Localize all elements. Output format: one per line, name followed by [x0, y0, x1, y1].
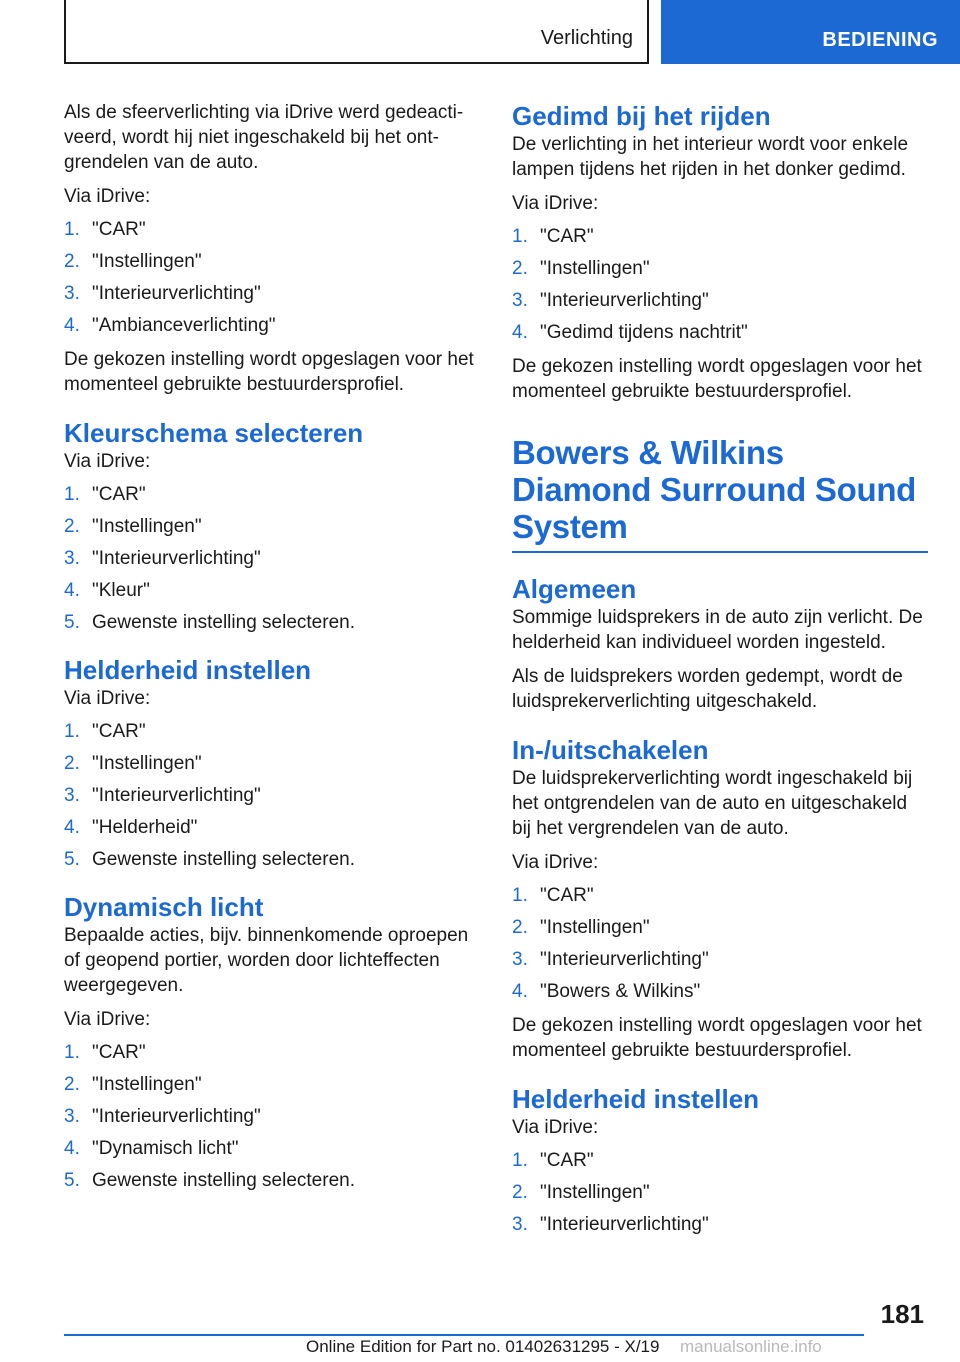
chapter-title: BEDIENING	[822, 29, 938, 51]
step-number: 5.	[64, 1170, 80, 1191]
step-text: Gewenste instelling selecteren.	[92, 849, 355, 870]
step-number: 2.	[64, 753, 80, 774]
heading-kleurschema: Kleurschema selecteren	[64, 418, 364, 448]
ambiance-steps	[64, 219, 480, 337]
via-idrive-label: Via iDrive:	[64, 186, 151, 207]
list-item	[512, 258, 928, 280]
step-number: 4.	[512, 322, 528, 343]
algemeen-text-1: Sommige luidsprekers in de auto zijn verlicht. De helderheid kan individueel worden ingesteld.	[512, 607, 923, 653]
intro-text: Als de sfeerverlichting via iDrive werd gedeacti-veerd, wordt hij niet ingeschakeld bij het ont-grendelen van de auto.	[64, 102, 464, 173]
step-number: 1.	[64, 1042, 80, 1063]
saved-note: De gekozen instelling wordt opgeslagen voor het momenteel gebruikte bestuurdersprofiel.	[512, 1015, 922, 1061]
step-text: "Helderheid"	[92, 817, 198, 838]
step-text: "Instellingen"	[92, 1074, 202, 1095]
step-text: "Instellingen"	[92, 753, 202, 774]
heading-algemeen: Algemeen	[512, 574, 637, 604]
via-idrive-label: Via iDrive:	[512, 1117, 599, 1138]
gedimd-steps	[512, 226, 928, 344]
step-text: "Interieurverlichting"	[92, 1106, 261, 1127]
list-item	[64, 1170, 480, 1192]
chapter-tab	[661, 0, 960, 64]
step-text: "Instellingen"	[540, 1182, 650, 1203]
step-number: 4.	[64, 315, 80, 336]
step-number: 5.	[64, 849, 80, 870]
list-item	[64, 612, 480, 634]
step-number: 2.	[64, 1074, 80, 1095]
helderheid-steps	[64, 721, 480, 871]
step-number: 5.	[64, 612, 80, 633]
step-text: "Interieurverlichting"	[540, 1214, 709, 1235]
step-number: 4.	[64, 817, 80, 838]
step-text: "Kleur"	[92, 580, 150, 601]
step-text: "CAR"	[92, 219, 146, 240]
step-number: 1.	[512, 1150, 528, 1171]
list-item	[512, 226, 928, 248]
step-number: 2.	[512, 1182, 528, 1203]
inuit-text: De luidsprekerverlichting wordt ingeschakeld bij het ontgrendelen van de auto en uitgeschakeld bij het vergrendelen van de auto.	[512, 768, 913, 839]
step-text: "Instellingen"	[92, 516, 202, 537]
saved-note: De gekozen instelling wordt opgeslagen voor het momenteel gebruikte bestuurdersprofiel.	[64, 349, 474, 395]
step-text: Gewenste instelling selecteren.	[92, 1170, 355, 1191]
gedimd-text: De verlichting in het interieur wordt voor enkele lampen tijdens het rijden in het donker gedimd.	[512, 134, 909, 180]
section-title: Verlichting	[540, 27, 633, 49]
step-text: Gewenste instelling selecteren.	[92, 612, 355, 633]
list-item	[64, 721, 480, 743]
list-item	[64, 817, 480, 839]
step-number: 3.	[64, 548, 80, 569]
step-text: "CAR"	[540, 226, 594, 247]
list-item	[512, 949, 928, 971]
list-item	[64, 283, 480, 305]
list-item	[512, 290, 928, 312]
list-item	[64, 1106, 480, 1128]
step-text: "CAR"	[540, 1150, 594, 1171]
step-number: 4.	[512, 981, 528, 1002]
step-number: 1.	[64, 484, 80, 505]
list-item	[64, 315, 480, 337]
step-text: "Bowers & Wilkins"	[540, 981, 701, 1002]
step-text: "Ambianceverlichting"	[92, 315, 276, 336]
list-item	[512, 917, 928, 939]
step-number: 1.	[512, 885, 528, 906]
step-text: "Interieurverlichting"	[540, 949, 709, 970]
step-number: 3.	[64, 785, 80, 806]
list-item	[64, 753, 480, 775]
step-text: "CAR"	[92, 1042, 146, 1063]
step-number: 1.	[64, 219, 80, 240]
list-item	[64, 1042, 480, 1064]
list-item	[512, 1150, 928, 1172]
heading-in-uitschakelen: In-/uitschakelen	[512, 735, 709, 765]
heading-helderheid-speakers: Helderheid instellen	[512, 1084, 760, 1114]
list-item	[512, 1214, 928, 1236]
heading-bowers-wilkins: Bowers & Wilkins Diamond Surround Sound System	[512, 434, 928, 553]
step-text: "Dynamisch licht"	[92, 1138, 239, 1159]
page-header	[0, 0, 960, 66]
step-number: 2.	[64, 516, 80, 537]
kleur-steps	[64, 484, 480, 634]
list-item	[64, 1074, 480, 1096]
step-text: "CAR"	[540, 885, 594, 906]
step-number: 4.	[64, 1138, 80, 1159]
inuit-steps	[512, 885, 928, 1003]
via-idrive-label: Via iDrive:	[64, 451, 151, 472]
step-number: 3.	[512, 290, 528, 311]
section-header-box	[64, 0, 649, 64]
step-text: "CAR"	[92, 484, 146, 505]
step-text: "Interieurverlichting"	[92, 283, 261, 304]
list-item	[64, 219, 480, 241]
saved-note: De gekozen instelling wordt opgeslagen voor het momenteel gebruikte bestuurdersprofiel.	[512, 356, 922, 402]
list-item	[64, 548, 480, 570]
step-text: "Instellingen"	[540, 258, 650, 279]
list-item	[512, 981, 928, 1003]
step-number: 2.	[512, 258, 528, 279]
via-idrive-label: Via iDrive:	[512, 193, 599, 214]
via-idrive-label: Via iDrive:	[64, 1009, 151, 1030]
step-text: "Interieurverlichting"	[540, 290, 709, 311]
step-number: 3.	[64, 1106, 80, 1127]
list-item	[64, 251, 480, 273]
via-idrive-label: Via iDrive:	[512, 852, 599, 873]
via-idrive-label: Via iDrive:	[64, 688, 151, 709]
algemeen-text-2: Als de luidsprekers worden gedempt, wordt de luidsprekerverlichting uitgeschakeld.	[512, 666, 903, 712]
list-item	[512, 1182, 928, 1204]
step-number: 4.	[64, 580, 80, 601]
page-number: 181	[880, 1299, 924, 1329]
step-number: 3.	[512, 1214, 528, 1235]
heading-helderheid: Helderheid instellen	[64, 655, 312, 685]
step-text: "CAR"	[92, 721, 146, 742]
step-text: "Interieurverlichting"	[92, 785, 261, 806]
left-column	[64, 100, 480, 1202]
step-text: "Instellingen"	[92, 251, 202, 272]
heading-dynamisch-licht: Dynamisch licht	[64, 892, 264, 922]
watermark-text: manualsonline.info	[680, 1337, 822, 1356]
list-item	[64, 849, 480, 871]
helderheid-speakers-steps	[512, 1150, 928, 1236]
heading-gedimd: Gedimd bij het rijden	[512, 101, 771, 131]
dynamisch-steps	[64, 1042, 480, 1192]
list-item	[512, 322, 928, 344]
list-item	[64, 1138, 480, 1160]
dynamisch-text: Bepaalde acties, bijv. binnenkomende oproepen of geopend portier, worden door lichteffecten weergegeven.	[64, 925, 469, 996]
step-number: 3.	[64, 283, 80, 304]
step-number: 1.	[512, 226, 528, 247]
step-text: "Gedimd tijdens nachtrit"	[540, 322, 748, 343]
step-number: 2.	[64, 251, 80, 272]
step-number: 3.	[512, 949, 528, 970]
list-item	[64, 484, 480, 506]
footer-divider	[64, 1334, 864, 1336]
step-text: "Interieurverlichting"	[92, 548, 261, 569]
step-number: 1.	[64, 721, 80, 742]
step-number: 2.	[512, 917, 528, 938]
list-item	[512, 885, 928, 907]
list-item	[64, 580, 480, 602]
list-item	[64, 516, 480, 538]
list-item	[64, 785, 480, 807]
step-text: "Instellingen"	[540, 917, 650, 938]
right-column	[512, 100, 928, 1246]
edition-text: Online Edition for Part no. 01402631295 - X/19	[306, 1337, 660, 1356]
